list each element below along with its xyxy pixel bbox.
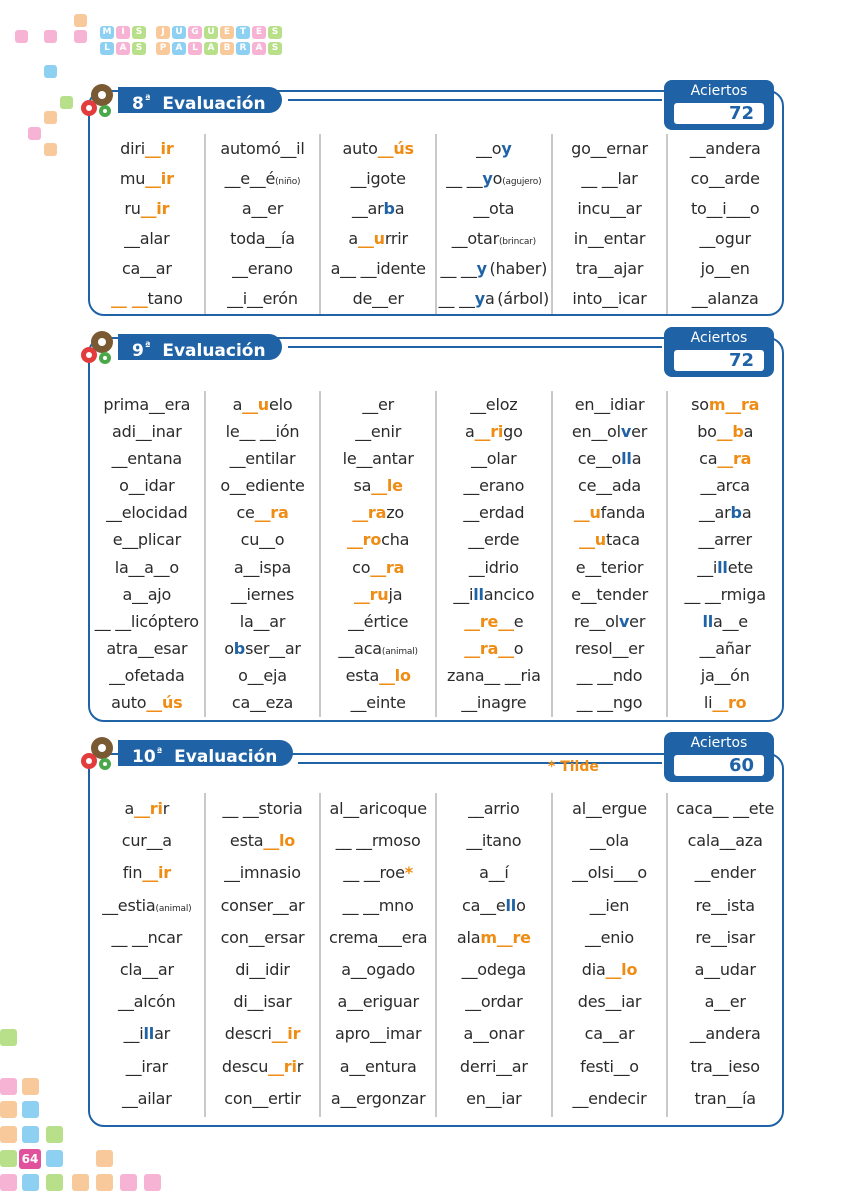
gears-icon — [78, 325, 120, 367]
word-item: __añar — [699, 638, 751, 658]
word-item: __arba — [351, 199, 405, 218]
brand-letter: A — [204, 42, 218, 55]
decor-square — [22, 1078, 39, 1095]
word-item: __ailar — [121, 1088, 172, 1108]
word-item: crema___era — [329, 927, 428, 947]
word-item: __eloz — [470, 395, 518, 414]
word-item: __ofetada — [109, 665, 185, 685]
word-item: en__olver — [571, 422, 648, 442]
evaluation-section-10 — [88, 731, 784, 1127]
word-item: a__er — [241, 199, 284, 218]
word-item: ca__ello — [462, 895, 526, 915]
decor-square — [72, 1174, 89, 1191]
decor-square — [44, 30, 57, 43]
word-item: __ __yo(agujero) — [446, 169, 542, 188]
word-item: adi__inar — [112, 422, 182, 442]
word-item: __erde — [468, 530, 520, 550]
word-item: ce__ada — [578, 476, 642, 496]
word-item: __igote — [350, 169, 406, 188]
word-item: ja__ón — [700, 665, 750, 685]
word-item: con__ertir — [224, 1088, 301, 1108]
word-item: __andera — [689, 139, 761, 158]
word-column — [668, 134, 782, 314]
decor-square — [0, 1150, 17, 1167]
title-rule — [288, 346, 662, 348]
word-column — [437, 134, 553, 314]
word-item: __odega — [461, 959, 527, 979]
word-item: tran__ía — [694, 1088, 756, 1108]
decor-square — [60, 96, 73, 109]
word-item: __ufanda — [573, 503, 646, 523]
word-item: __iernes — [230, 584, 295, 604]
tilde-note: * Tilde — [548, 759, 599, 775]
section-title: $10^ª$ Evaluación — [118, 740, 293, 766]
word-item: __ola — [590, 831, 630, 851]
decor-square — [22, 1101, 39, 1118]
word-item: cu__o — [240, 530, 285, 550]
brand-logo — [100, 26, 282, 58]
word-column — [668, 793, 782, 1117]
word-item: __ __lar — [581, 169, 638, 188]
word-item: diri__ir — [120, 139, 174, 158]
score-value: 72 — [674, 103, 764, 124]
word-item: a__rigo — [464, 422, 523, 442]
word-item: __enio — [585, 927, 635, 947]
brand-letter: G — [188, 26, 202, 39]
brand-letter — [148, 42, 154, 55]
word-item: e__plicar — [112, 530, 181, 550]
word-item: a__onar — [463, 1024, 525, 1044]
word-item: li__ro — [703, 693, 747, 713]
word-item: __entilar — [229, 449, 296, 469]
score-box — [664, 732, 774, 782]
word-item: co__ra — [352, 557, 405, 577]
gears-icon — [78, 731, 120, 773]
word-item: descri__ir — [224, 1024, 301, 1044]
decor-square — [74, 14, 87, 27]
section-title: $8^ª$ Evaluación — [118, 87, 282, 113]
score-label: Aciertos — [690, 83, 748, 99]
word-column — [206, 134, 322, 314]
brand-letter: R — [236, 42, 250, 55]
word-item: re__ista — [695, 895, 755, 915]
word-item: en__idiar — [574, 395, 645, 414]
word-item: __ __ya (árbol) — [438, 289, 550, 308]
word-item: obser__ar — [224, 638, 301, 658]
brand-letter: A — [172, 42, 186, 55]
word-item: __ruja — [354, 584, 403, 604]
brand-letter: A — [252, 42, 266, 55]
brand-letter: M — [100, 26, 114, 39]
score-value: 72 — [674, 350, 764, 371]
word-item: auto__ús — [111, 693, 183, 713]
word-item: __otar(brincar) — [451, 229, 536, 248]
decor-square — [0, 1101, 17, 1118]
word-item: __einte — [350, 693, 406, 713]
word-column — [668, 391, 782, 717]
word-grid — [90, 793, 782, 1117]
word-item: co__arde — [690, 169, 760, 188]
word-item: __ __licóptero — [94, 611, 199, 631]
word-item: go__ernar — [571, 139, 648, 158]
word-item: __ __ndo — [576, 665, 643, 685]
word-item: __andera — [689, 1024, 761, 1044]
score-box — [664, 327, 774, 377]
section-title: $9^ª$ Evaluación — [118, 334, 282, 360]
word-item: derri__ar — [459, 1056, 528, 1076]
word-column — [206, 391, 322, 717]
word-column — [206, 793, 322, 1117]
word-item: esta__lo — [345, 665, 411, 685]
decor-square — [0, 1126, 17, 1143]
brand-letter: E — [252, 26, 266, 39]
word-item: a__í — [479, 863, 509, 883]
brand-letter: S — [268, 26, 282, 39]
word-item: re__olver — [573, 611, 646, 631]
word-item: __arrio — [468, 799, 520, 818]
word-item: __illete — [697, 557, 754, 577]
word-item: festi__o — [580, 1056, 639, 1076]
word-grid — [90, 391, 782, 717]
word-item: __oy — [476, 139, 512, 158]
word-item: lla__e — [702, 611, 748, 631]
word-item: en__iar — [466, 1088, 522, 1108]
word-item: o__eja — [238, 665, 287, 685]
word-item: ca__ar — [121, 259, 172, 278]
word-item: mu__ir — [119, 169, 174, 188]
word-item: __ __mno — [342, 895, 414, 915]
word-item: in__entar — [573, 229, 646, 248]
brand-line-2 — [100, 42, 282, 55]
word-item: __ordar — [465, 992, 523, 1012]
word-item: ce__olla — [577, 449, 642, 469]
word-item: __illancico — [453, 584, 535, 604]
word-grid — [90, 134, 782, 314]
brand-letter: E — [220, 26, 234, 39]
word-item: con__ersar — [220, 927, 305, 947]
brand-letter: B — [220, 42, 234, 55]
word-item: __razo — [352, 503, 405, 523]
brand-letter: S — [132, 42, 146, 55]
score-label: Aciertos — [690, 330, 748, 346]
brand-letter: L — [188, 42, 202, 55]
score-box — [664, 80, 774, 130]
word-item: __re__e — [464, 611, 524, 631]
word-column — [437, 391, 553, 717]
word-item: la__ar — [239, 611, 286, 631]
word-item: __ __rmiga — [684, 584, 766, 604]
decor-square — [28, 127, 41, 140]
word-item: di__isar — [233, 992, 292, 1012]
word-item: tra__ajar — [575, 259, 644, 278]
title-rule — [298, 762, 662, 764]
word-item: bo__ba — [697, 422, 754, 442]
decor-square — [96, 1150, 113, 1167]
brand-letter: L — [100, 42, 114, 55]
word-item: __estia(animal) — [102, 895, 192, 915]
decor-square — [46, 1174, 63, 1191]
word-item: __erdad — [463, 503, 525, 523]
word-item: __utaca — [579, 530, 640, 550]
word-item: __erano — [232, 259, 293, 278]
word-item: a__eriguar — [337, 992, 419, 1012]
word-item: caca__ __ete — [676, 799, 775, 818]
word-item: __imnasio — [224, 863, 301, 883]
brand-line-1 — [100, 26, 282, 39]
word-item: automó__il — [220, 139, 305, 158]
word-item: __irar — [125, 1056, 168, 1076]
word-item: __idrio — [468, 557, 519, 577]
brand-letter: S — [132, 26, 146, 39]
word-item: a__urrir — [348, 229, 408, 248]
word-item: esta__lo — [229, 831, 296, 851]
word-item: __endecir — [572, 1088, 647, 1108]
word-item: __olsi___o — [572, 863, 647, 883]
word-item: de__er — [352, 289, 404, 308]
decor-square — [0, 1078, 17, 1095]
word-item: dia__lo — [581, 959, 638, 979]
decor-square — [46, 1150, 63, 1167]
word-item: re__isar — [695, 927, 756, 947]
word-column — [90, 793, 206, 1117]
word-item: fin__ir — [122, 863, 171, 883]
decor-square — [44, 111, 57, 124]
word-item: __arrer — [698, 530, 752, 550]
word-column — [321, 134, 437, 314]
word-item: a__rir — [124, 799, 170, 818]
word-item: le__antar — [342, 449, 414, 469]
word-item: di__idir — [235, 959, 290, 979]
word-item: __ra__o — [464, 638, 524, 658]
word-item: apro__imar — [334, 1024, 422, 1044]
word-item: o__idar — [119, 476, 175, 496]
word-item: a__er — [704, 992, 746, 1012]
word-item: auto__ús — [342, 139, 414, 158]
word-item: des__iar — [577, 992, 642, 1012]
evaluation-section-9 — [88, 327, 784, 722]
word-item: cur__a — [121, 831, 172, 851]
word-item: __elocidad — [106, 503, 188, 523]
decor-square — [15, 30, 28, 43]
word-item: __entana — [111, 449, 183, 469]
word-item: __ __roe* — [343, 863, 413, 883]
word-item: a__entura — [339, 1056, 417, 1076]
word-item: ca__eza — [231, 693, 294, 713]
word-item: a__ispa — [233, 557, 292, 577]
decor-square — [46, 1126, 63, 1143]
evaluation-section-8 — [88, 80, 784, 316]
word-column — [553, 134, 669, 314]
word-item: ca__ar — [584, 1024, 635, 1044]
word-item: __ __ngo — [576, 693, 643, 713]
decor-square — [120, 1174, 137, 1191]
word-item: descu__rir — [221, 1056, 304, 1076]
word-item: tra__ieso — [690, 1056, 760, 1076]
word-item: __rocha — [347, 530, 410, 550]
word-item: into__icar — [572, 289, 647, 308]
word-item: e__terior — [575, 557, 644, 577]
word-item: ca__ra — [699, 449, 752, 469]
word-item: e__tender — [571, 584, 648, 604]
brand-letter: T — [236, 26, 250, 39]
word-item: toda__ía — [230, 229, 295, 248]
brand-letter: I — [116, 26, 130, 39]
word-column — [437, 793, 553, 1117]
word-item: __ __rmoso — [335, 831, 421, 851]
word-item: atra__esar — [106, 638, 188, 658]
word-item: a__ __idente — [330, 259, 426, 278]
word-item: o__ediente — [220, 476, 305, 496]
word-item: __ogur — [699, 229, 751, 248]
word-column — [90, 391, 206, 717]
word-item: __értice — [348, 611, 409, 631]
brand-letter: P — [156, 42, 170, 55]
page-number: 64 — [19, 1149, 41, 1169]
word-item: __illar — [123, 1024, 171, 1044]
word-item: __alcón — [118, 992, 176, 1012]
brand-letter: U — [172, 26, 186, 39]
word-item: le__ __ión — [225, 422, 300, 442]
word-item: to__i___o — [690, 199, 760, 218]
word-item: a__uelo — [232, 395, 293, 414]
word-item: __ender — [694, 863, 756, 883]
decor-square — [0, 1029, 17, 1046]
word-item: __ __tano — [110, 289, 183, 308]
word-column — [321, 793, 437, 1117]
word-item: __ __ncar — [111, 927, 183, 947]
word-item: __arba — [698, 503, 752, 523]
word-item: __itano — [466, 831, 522, 851]
word-item: __aca(animal) — [338, 638, 418, 658]
word-item: cala__aza — [687, 831, 763, 851]
decor-square — [22, 1174, 39, 1191]
word-item: incu__ar — [577, 199, 642, 218]
word-column — [90, 134, 206, 314]
title-rule — [288, 99, 662, 101]
word-item: __e__é(niño) — [224, 169, 301, 188]
word-item: __ien — [589, 895, 630, 915]
word-column — [553, 391, 669, 717]
word-item: al__ergue — [572, 799, 647, 818]
word-item: __ __y (haber) — [440, 259, 548, 278]
word-item: la__a__o — [114, 557, 179, 577]
word-item: sa__le — [353, 476, 403, 496]
score-value: 60 — [674, 755, 764, 776]
brand-letter: J — [156, 26, 170, 39]
word-item: __er — [362, 395, 394, 414]
decor-square — [44, 143, 57, 156]
word-item: __erano — [463, 476, 525, 496]
brand-letter: S — [268, 42, 282, 55]
word-item: al__aricoque — [329, 799, 427, 818]
word-item: a__ajo — [122, 584, 172, 604]
gears-icon — [78, 78, 120, 120]
word-item: jo__en — [700, 259, 750, 278]
word-item: __enir — [355, 422, 402, 442]
word-item: alam__re — [456, 927, 531, 947]
word-item: __inagre — [461, 693, 527, 713]
word-item: som__ra — [691, 395, 760, 414]
word-item: __i__erón — [227, 289, 298, 308]
word-item: ru__ir — [124, 199, 170, 218]
decor-square — [22, 1126, 39, 1143]
word-item: resol__er — [574, 638, 645, 658]
word-item: __olar — [471, 449, 517, 469]
word-item: __ota — [473, 199, 515, 218]
word-item: cla__ar — [119, 959, 174, 979]
decor-square — [96, 1174, 113, 1191]
word-column — [553, 793, 669, 1117]
word-item: __alanza — [691, 289, 759, 308]
word-item: zana__ __ria — [447, 665, 541, 685]
word-item: a__ogado — [341, 959, 416, 979]
decor-square — [144, 1174, 161, 1191]
word-item: __arca — [700, 476, 750, 496]
decor-square — [44, 65, 57, 78]
brand-letter: A — [116, 42, 130, 55]
word-item: a__udar — [694, 959, 756, 979]
brand-letter — [148, 26, 154, 39]
word-column — [321, 391, 437, 717]
word-item: a__ergonzar — [330, 1088, 426, 1108]
brand-letter: U — [204, 26, 218, 39]
word-item: __ __storia — [222, 799, 303, 818]
word-item: __alar — [124, 229, 170, 248]
word-item: prima__era — [103, 395, 191, 414]
decor-square — [74, 30, 87, 43]
score-label: Aciertos — [690, 735, 748, 751]
word-item: ce__ra — [236, 503, 289, 523]
word-item: conser__ar — [220, 895, 305, 915]
decor-square — [0, 1174, 17, 1191]
